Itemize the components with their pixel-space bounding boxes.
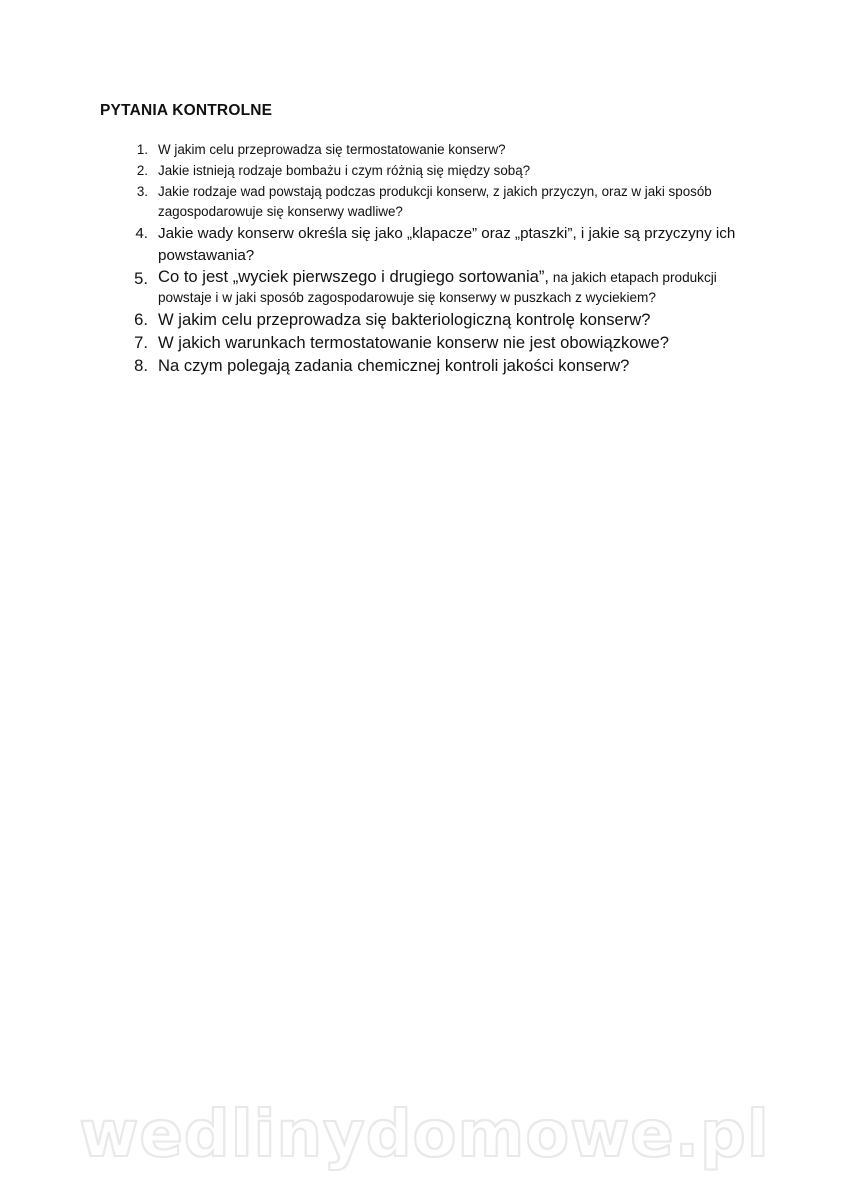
control-questions-list [120, 140, 760, 377]
question-number: 8. [134, 356, 148, 375]
question-text: W jakim celu przeprowadza się bakteriologiczną kontrolę konserw? [158, 310, 651, 329]
page-title: PYTANIA KONTROLNE [100, 102, 273, 119]
question-lead: Co to jest „wyciek pierwszego i drugiego sortowania”, [158, 267, 550, 286]
question-text [158, 267, 760, 308]
question-number: 5. [134, 269, 148, 288]
question-text: W jakich warunkach termostatowanie konserw nie jest obowiązkowe? [158, 333, 669, 352]
list-item [120, 161, 760, 181]
question-number: 2. [136, 163, 148, 178]
list-item [120, 223, 760, 266]
list-item [120, 354, 760, 377]
question-number: 6. [134, 310, 148, 329]
question-text: W jakim celu przeprowadza się termostatowanie konserw? [158, 142, 506, 157]
question-number: 7. [134, 333, 148, 352]
question-text: Na czym polegają zadania chemicznej kontroli jakości konserw? [158, 356, 630, 375]
list-item [120, 182, 760, 222]
question-number: 3. [136, 184, 148, 199]
question-text: Jakie rodzaje wad powstają podczas produkcji konserw, z jakich przyczyn, oraz w jaki sposób zagospodarowuje się konserwy wadliwe? [158, 184, 712, 219]
list-item [120, 308, 760, 331]
list-item [120, 267, 760, 308]
list-item [120, 331, 760, 354]
question-number: 4. [135, 225, 148, 242]
question-text: Jakie istnieją rodzaje bombażu i czym różnią się między sobą? [158, 163, 531, 178]
question-text: Jakie wady konserw określa się jako „klapacze” oraz „ptaszki”, i jakie są przyczyny ich powstawania? [158, 225, 736, 264]
list-item [120, 140, 760, 160]
question-number: 1. [136, 142, 148, 157]
question-tail: na jakich etapach produkcji powstaje i w jaki sposób zagospodarowuje się konserwy w puszkach z wyciekiem? [158, 270, 717, 305]
watermark: wedlinydomowe.pl [79, 1098, 770, 1172]
